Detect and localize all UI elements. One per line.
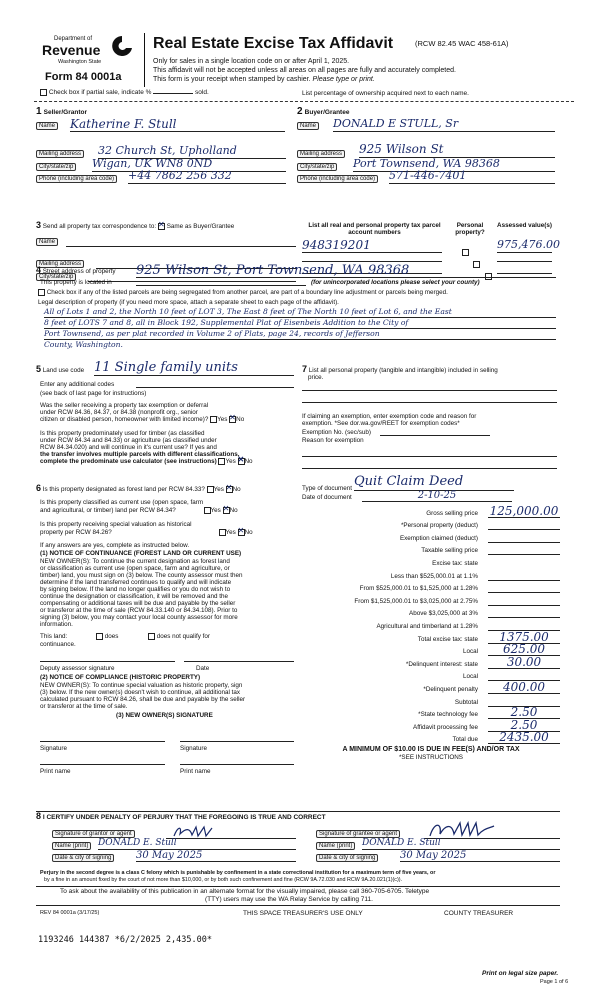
land-use-label: 5 Land use code [36, 364, 85, 374]
dept-top: Department of [54, 36, 93, 42]
tax-row-label: *Personal property (deduct) [400, 522, 478, 530]
doc-type-field[interactable]: Quit Claim Deed [354, 474, 514, 491]
tax-row [300, 593, 562, 606]
forest-historic-section [36, 483, 298, 793]
tax-row-amount[interactable] [488, 532, 560, 543]
continuance-text: NEW OWNER(S): To continue the current designation as forest land [40, 558, 230, 565]
grantee-signature-icon [424, 820, 514, 839]
tax-row-amount[interactable]: 2.50 [488, 706, 560, 719]
buyer-phone-field[interactable]: 571-446-7401 [389, 169, 555, 184]
continuance-label: continuance. [40, 641, 76, 648]
grantor-name-field[interactable]: DONALD E. Stull [98, 838, 296, 850]
continuance-text: continue the designation or classification, it will be removed and the [40, 593, 228, 600]
perjury-line-1: Perjury in the second degree is a class C felony which is punishable by confinement in a state correctional institution for a maximum term of five years, or [40, 870, 436, 876]
tax-row-label: Affidavit processing fee [413, 723, 478, 731]
page-number: Page 1 of 6 [540, 979, 569, 985]
seller-city-label: City/state/zip [36, 163, 76, 171]
continuance-text: by signing below. If the land no longer qualifies or you do not wish to [40, 586, 231, 593]
personal-property-text-b: price. [308, 374, 324, 381]
tax-row-amount[interactable] [488, 544, 560, 555]
buyer-city-label: City/state/zip [297, 163, 337, 171]
partial-sale-checkbox[interactable] [40, 89, 47, 96]
unincorporated-note: (for unincorporated locations please select your county) [311, 279, 480, 286]
tax-row-label: Agricultural and timberland at 1.28% [376, 622, 478, 630]
current-use-q-line-1: Is this property classified as current use (open space, farm [40, 499, 204, 506]
forest-yes-checkbox[interactable] [207, 486, 214, 493]
tax-row-label: Above $3,025,000 at 3% [409, 610, 478, 618]
tax-row [300, 505, 562, 518]
forest-q: 6 Is this property designated as forest land per RCW 84.33? Yes ✕ No [36, 485, 241, 493]
tax-calculation [300, 503, 562, 761]
buyer-section [297, 104, 559, 194]
continuance-heading: (1) NOTICE OF CONTINUANCE (FOREST LAND OR CURRENT USE) [40, 550, 242, 557]
tax-row-amount[interactable]: 2435.00 [488, 731, 560, 744]
continuance-text: or transferor at the time of sale (RCW 84.33.140 or 84.34.108). Prior to [40, 607, 238, 614]
does-not-checkbox[interactable] [148, 633, 155, 640]
tax-row-label: Excise tax: state [432, 559, 478, 567]
accessibility-line-2: (TTY) users may use the WA Relay Service by calling 711. [205, 896, 373, 903]
timber-q-line-1: Is this property predominately used for timber (as classified [40, 430, 205, 437]
tax-row-label: From $1,525,000.01 to $3,025,000 at 2.75% [354, 597, 478, 605]
continuance-text: or classification as current use (open space, farm and agriculture, or [40, 565, 230, 572]
grantee-name-label: Name (print) [316, 842, 355, 850]
street-address-label: 4 Street address of property [36, 265, 116, 275]
compliance-text: or transferor at the time of sale. [40, 703, 128, 710]
tax-row-amount[interactable] [488, 519, 560, 530]
timber-no-checkbox[interactable] [238, 458, 245, 465]
seller-city-field[interactable]: Wigan, UK WN8 0ND [92, 157, 286, 172]
current-use-yes-checkbox[interactable] [204, 507, 211, 514]
compliance-text: calculated pursuant to RCW 84.26, shall be due and payable by the seller [40, 696, 246, 703]
treasurer-stamp: 1193246 144387 *6/2/2025 2,435.00* [38, 935, 212, 945]
land-use-section [36, 360, 298, 485]
tax-row-label: Taxable selling price [421, 547, 478, 555]
grantor-date-field[interactable]: 30 May 2025 [136, 850, 296, 862]
tax-row-amount[interactable] [488, 582, 560, 593]
historic-q-line-1: Is this property receiving special valuation as historical [40, 521, 192, 528]
grantor-date-label: Date & city of signing [52, 854, 114, 862]
tax-row-amount[interactable]: 30.00 [488, 656, 560, 669]
continuance-text: determine if the land transferred continues to qualify and will indicate [40, 579, 232, 586]
exemption-no-checkbox[interactable] [229, 416, 236, 423]
grantor-signature-label: Signature of grantor or agent [52, 830, 135, 838]
located-in-select[interactable] [136, 278, 306, 286]
see-back-note: (see back of last page for instructions) [40, 390, 147, 397]
continuance-text: compensating or additional taxes will be due and payable by the seller [40, 600, 236, 607]
timber-q-line-3: RCW 84.34.020) and will continue in it's current use? If yes and [40, 444, 217, 451]
assessed-value-field[interactable]: 975,476.00 [497, 238, 560, 251]
same-as-buyer-checkbox[interactable] [158, 223, 165, 230]
revenue-logo-icon [110, 34, 134, 62]
tax-row-label: Subtotal [454, 698, 478, 706]
legal-description-label: Legal description of property (if you need more space, attach a separate sheet to each page of the affidavit). [38, 299, 339, 306]
exemption-yes-checkbox[interactable] [210, 416, 217, 423]
tax-row [300, 543, 562, 556]
exemption-q-line-2: under RCW 84.36, 84.37, or 84.38 (nonprofit org., senior [40, 409, 198, 416]
buyer-name-field[interactable]: DONALD E STULL, Sr [333, 117, 555, 132]
segregated-row: Check box if any of the listed parcels are being segregated from another parcel, are part of a boundary line adjustment or parcels being merged. [38, 289, 448, 297]
this-land-label: This land: [40, 633, 68, 640]
grantee-name-field[interactable]: DONALD E. Stull [362, 838, 560, 850]
timber-q-line-2: under RCW 84.34 and 84.33) or agriculture (as classified under [40, 437, 217, 444]
minimum-due-note: A MINIMUM OF $10.00 IS DUE IN FEE(S) AND/OR TAX [342, 746, 520, 753]
current-use-q-line-2: and agricultural, or timber) land per RCW 84.34? Yes ✕ No [40, 507, 238, 515]
historic-no-checkbox[interactable] [238, 529, 245, 536]
current-use-no-checkbox[interactable] [223, 507, 230, 514]
legal-description-line-2[interactable]: 8 feet of LOTS 7 and 8, all in Block 192, Supplemental Plat of Eisenbeis Addition to the City of [44, 318, 556, 329]
does-option: does [96, 633, 118, 641]
seller-phone-label: Phone (including area code) [36, 175, 117, 183]
timber-yes-checkbox[interactable] [218, 458, 225, 465]
corr-mailing-label: Mailing address [36, 260, 84, 268]
tax-row-amount[interactable] [488, 595, 560, 606]
compliance-heading: (2) NOTICE OF COMPLIANCE (HISTORIC PROPERTY) [40, 674, 201, 681]
correspondence-text: 3 Send all property tax correspondence to: ✕ Same as Buyer/Grantee [36, 222, 234, 230]
tax-row-label: *State technology fee [418, 711, 478, 719]
legal-description-line-3[interactable]: Port Townsend, as per plat recorded in Volume 2 of Plats, page 24, records of Jefferson [44, 329, 556, 340]
segregated-checkbox[interactable] [38, 289, 45, 296]
treasurer-use-only: THIS SPACE TREASURER'S USE ONLY [243, 910, 363, 917]
corr-city-label: City/state/zip [36, 273, 76, 281]
exemption-no-label: Exemption No. (sec/sub) [302, 429, 371, 436]
tax-row-label: Less than $525,000.01 at 1.1% [390, 572, 478, 580]
legal-paper-note: Print on legal size paper. [482, 970, 559, 977]
timber-q-line-4: the transfer involves multiple parcels with different classifications, [40, 451, 240, 458]
assessed-header: Assessed value(s) [497, 222, 552, 229]
buyer-mailing-label: Mailing address [297, 150, 345, 158]
grantor-name-label: Name (print) [52, 842, 91, 850]
tax-row-label: Exemption claimed (deduct) [399, 534, 478, 542]
tax-row-amount[interactable]: 625.00 [488, 643, 560, 656]
grantee-signature-field[interactable] [424, 820, 560, 839]
tax-row-amount[interactable] [488, 607, 560, 618]
perjury-line-2: by a fine in an amount fixed by the court of not more than $10,000, or by both such confinement and fine (RCW 9A.72.030 and RCW 9A.20.021(1)(c)). [44, 877, 403, 883]
doc-type-label: Type of document [302, 485, 353, 492]
new-owner-signature-heading: (3) NEW OWNER(S) SIGNATURE [116, 712, 213, 719]
parcel-number-field[interactable]: 948319201 [302, 238, 442, 253]
compliance-text: NEW OWNER(S): To continue special valuation as historic property, sign [40, 682, 243, 689]
tax-row [300, 555, 562, 568]
if-yes-note: If any answers are yes, complete as instructed below. [40, 542, 190, 549]
accessibility-line-1: To ask about the availability of this publication in an alternate format for the visually impaired, please call 360-705-6705. Teletype [60, 888, 430, 895]
legal-description-line-4[interactable]: County, Washington. [44, 340, 123, 349]
parcel-header: List all real and personal property tax parcel account numbers [308, 222, 441, 237]
tax-row [300, 606, 562, 619]
buyer-city-field[interactable]: Port Townsend, WA 98368 [353, 157, 555, 172]
forest-no-checkbox[interactable] [226, 486, 233, 493]
dept-name: Revenue [42, 42, 101, 58]
legal-description-line-1[interactable]: All of Lots 1 and 2, the North 10 feet of LOT 3, The East 8 feet of The North 10 feet of Lot 6, and the East [44, 307, 556, 318]
tax-row [300, 530, 562, 543]
new-owner-print-name-1[interactable]: Print name [40, 768, 71, 775]
continuance-text: signing (3) below, you may contact your local county assessor for more [40, 614, 238, 621]
tax-row-amount[interactable]: 400.00 [488, 681, 560, 694]
seller-name-label: Name [36, 122, 58, 130]
personal-header: Personal property? [455, 222, 485, 237]
tax-row-amount[interactable]: 1375.00 [488, 631, 560, 644]
new-owner-signature-1[interactable]: Signature [40, 745, 67, 752]
tax-row-label: Total due [452, 736, 478, 744]
doc-date-field[interactable]: 2-10-25 [362, 490, 512, 502]
header-line-3: This form is your receipt when stamped by cashier. Please type or print. [153, 76, 375, 83]
deputy-date-label: Date [196, 665, 210, 672]
new-owner-print-name-2[interactable]: Print name [180, 768, 211, 775]
tax-row-label: *Delinquent interest: state [405, 660, 478, 668]
tax-row-label: Gross selling price [426, 509, 478, 517]
tax-row-label: *Delinquent penalty [423, 685, 478, 693]
header-line-1: Only for sales in a single location code on or after April 1, 2025. [153, 58, 350, 65]
tax-row [300, 581, 562, 594]
tax-row-label: Local [462, 648, 478, 656]
form-rcw: (RCW 82.45 WAC 458-61A) [415, 39, 509, 48]
continuance-text: information. [40, 621, 73, 628]
buyer-heading: 2 Buyer/Grantee [297, 106, 350, 117]
corr-name-field[interactable] [66, 238, 296, 247]
timber-q-line-5: complete the predominate use calculator (see instructions) Yes ✕ No [40, 458, 253, 466]
personal-property-section [302, 364, 564, 504]
see-instructions-note: *SEE INSTRUCTIONS [398, 754, 464, 761]
tax-row [300, 656, 562, 669]
seller-phone-field[interactable]: +44 7862 256 332 [128, 169, 286, 184]
dept-state: Washington State [58, 59, 102, 65]
located-in-label: This property is located in [40, 279, 112, 286]
additional-codes-field[interactable] [136, 380, 294, 388]
does-not-option: does not qualify for [148, 633, 210, 641]
grantee-date-field[interactable]: 30 May 2025 [400, 850, 560, 862]
grantee-date-label: Date & city of signing [316, 854, 378, 862]
exemption-q-line-1: Was the seller receiving a property tax exemption or deferral [40, 402, 209, 409]
list-percentage-note: List percentage of ownership acquired next to each name. [302, 90, 469, 97]
tax-row [300, 568, 562, 581]
exemption-q-line-3: citizen or disabled person, homeowner with limited income)? Yes ✕ No [40, 416, 244, 424]
new-owner-signature-2[interactable]: Signature [180, 745, 207, 752]
tax-row-amount[interactable]: 125,000.00 [489, 503, 559, 518]
exemption-no-field[interactable] [380, 428, 490, 436]
tax-row [300, 681, 562, 694]
compliance-text: (3) below. If the new owner(s) doesn't wish to continue, all additional tax [40, 689, 241, 696]
additional-codes-label: Enter any additional codes [40, 381, 115, 388]
does-checkbox[interactable] [96, 633, 103, 640]
seller-mailing-field[interactable]: 32 Church St, Upholland [98, 144, 286, 159]
grantee-signature-label: Signature of grantee or agent [316, 830, 400, 838]
certification-section [36, 812, 560, 872]
seller-mailing-label: Mailing address [36, 150, 84, 158]
tax-row-label: From $525,000.01 to $1,525,000 at 1.28% [359, 585, 478, 593]
form-number: Form 84 0001a [45, 71, 122, 83]
exemption-reason-label: Reason for exemption [302, 437, 364, 444]
certification-heading: 8 I CERTIFY UNDER PENALTY OF PERJURY THAT THE FOREGOING IS TRUE AND CORRECT [36, 811, 326, 821]
tax-row-amount[interactable] [488, 570, 560, 581]
property-address-section [36, 263, 560, 373]
land-use-code-field[interactable]: 11 Single family units [94, 360, 294, 376]
exemption-reason-field[interactable] [302, 456, 557, 457]
personal-property-text: 7 List all personal property (tangible and intangible) included in selling [302, 364, 498, 374]
tax-row-label: Local [462, 673, 478, 681]
buyer-mailing-field[interactable]: 925 Wilson St [359, 142, 555, 158]
exemption-text-b: exemption. *See dor.wa.gov/REET for exemption codes* [302, 420, 460, 427]
historic-q-line-2: property per RCW 84.26? Yes ✕ No [40, 529, 253, 537]
form-title: Real Estate Excise Tax Affidavit [153, 35, 394, 52]
doc-date-label: Date of document [302, 494, 352, 501]
historic-yes-checkbox[interactable] [219, 529, 226, 536]
deputy-signature-label: Deputy assessor signature [40, 665, 115, 672]
exemption-text-a: If claiming an exemption, enter exemption code and reason for [302, 413, 477, 420]
tax-row-amount[interactable]: 2.50 [488, 719, 560, 732]
partial-sale: Check box if partial sale, indicate % sold. [40, 89, 209, 97]
corr-name-label: Name [36, 238, 58, 246]
seller-heading: 1 Seller/Grantor [36, 106, 88, 117]
seller-name-field[interactable]: Katherine F. Stull [70, 117, 285, 132]
revision-number: REV 84 0001a (3/17/25) [40, 910, 100, 916]
tax-row-label: Total excise tax: state [417, 635, 478, 643]
continuance-text: timber) land, you must sign on (3) below. The county assessor must then [40, 572, 243, 579]
personal-property-checkbox-1[interactable] [462, 249, 469, 256]
county-treasurer: COUNTY TREASURER [444, 910, 514, 917]
seller-section [36, 104, 288, 194]
header-line-2: This affidavit will not be accepted unless all areas on all pages are fully and accurately completed. [153, 67, 456, 74]
buyer-phone-label: Phone (including area code) [297, 175, 378, 183]
tax-row [300, 732, 562, 745]
grantor-signature-icon [166, 824, 226, 839]
street-address-field[interactable]: 925 Wilson St, Port Townsend, WA 98368 [136, 263, 556, 278]
buyer-name-label: Name [297, 122, 319, 130]
tax-row [300, 518, 562, 531]
grantor-signature-field[interactable] [166, 824, 296, 839]
